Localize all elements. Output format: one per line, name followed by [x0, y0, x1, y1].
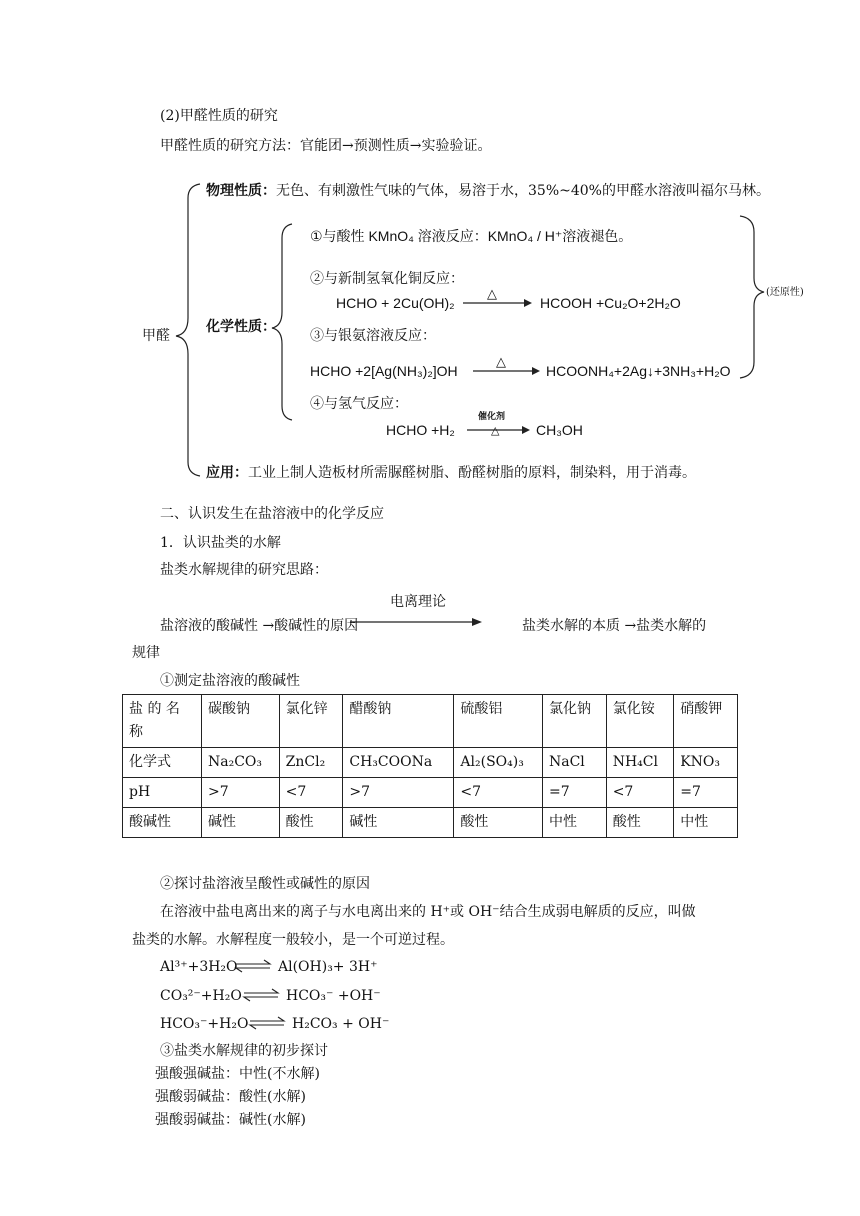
table-cell: 氯化锌	[279, 695, 343, 748]
flow-left: 盐溶液的酸碱性 →酸碱性的原因	[160, 618, 359, 634]
step-3: ③盐类水解规律的初步探讨	[160, 1043, 328, 1059]
step-1: ①测定盐溶液的酸碱性	[160, 673, 300, 689]
table-cell: <7	[454, 778, 543, 808]
table-cell: NH₄Cl	[606, 748, 674, 778]
section-heading: (2)甲醛性质的研究	[160, 108, 278, 124]
main-brace	[176, 184, 200, 476]
chem-item-1: ①与酸性 KMnO₄ 溶液反应：KMnO₄ / H⁺溶液褪色。	[310, 228, 633, 244]
step-2: ②探讨盐溶液呈酸性或碱性的原因	[160, 876, 370, 892]
equation-3-right: H₂CO₃ + OH⁻	[292, 1016, 390, 1032]
table-cell: <7	[606, 778, 674, 808]
row-header: 酸碱性	[123, 808, 202, 838]
table-row	[123, 808, 738, 838]
table-cell: 硫酸铝	[454, 695, 543, 748]
table-cell: 酸性	[606, 808, 674, 838]
definition-line-1: 在溶液中盐电离出来的离子与水电离出来的 H⁺或 OH⁻结合生成弱电解质的反应，叫做	[160, 904, 696, 920]
table-cell: 酸性	[279, 808, 343, 838]
flow-right: 盐类水解的本质 →盐类水解的	[522, 618, 707, 634]
table-row	[123, 778, 738, 808]
chem-item-3-left: HCHO +2[Ag(NH₃)₂]OH	[310, 363, 458, 379]
rule-3: 强酸弱碱盐：碱性(水解)	[155, 1112, 306, 1128]
equation-2-right: HCO₃⁻ +OH⁻	[286, 988, 381, 1004]
table-cell: 碱性	[343, 808, 454, 838]
heat-symbol: △	[491, 425, 500, 437]
table-cell: <7	[279, 778, 343, 808]
table-cell: =7	[674, 778, 738, 808]
chem-item-4-left: HCHO +H₂	[386, 422, 455, 438]
chem-item-2-left: HCHO + 2Cu(OH)₂	[336, 295, 455, 311]
row-header: pH	[123, 778, 202, 808]
chem-item-3-right: HCOONH₄+2Ag↓+3NH₃+H₂O	[546, 363, 731, 379]
table-row	[123, 748, 738, 778]
chem-item-4-right: CH₃OH	[536, 422, 583, 438]
chem-item-4-title: ④与氢气反应：	[310, 396, 408, 412]
chem-item-2-title: ②与新制氢氧化铜反应：	[310, 271, 464, 287]
table-cell: Al₂(SO₄)₃	[454, 748, 543, 778]
application-label: 应用：	[206, 464, 248, 480]
table-cell: Na₂CO₃	[202, 748, 280, 778]
salt-table	[122, 694, 738, 838]
equation-1-right: Al(OH)₃+ 3H⁺	[278, 959, 378, 975]
table-cell: 中性	[542, 808, 606, 838]
table-cell: 碳酸钠	[202, 695, 280, 748]
table-cell: >7	[202, 778, 280, 808]
reducing-note: (还原性)	[766, 287, 804, 298]
table-cell: 碱性	[202, 808, 280, 838]
table-cell: >7	[343, 778, 454, 808]
equation-2-left: CO₃²⁻+H₂O	[160, 988, 242, 1004]
table-cell: 硝酸钾	[674, 695, 738, 748]
table-cell: 氯化钠	[542, 695, 606, 748]
research-idea-title: 盐类水解规律的研究思路：	[160, 562, 328, 578]
application-text: 工业上制人造板材所需脲醛树脂、酚醛树脂的原料，制染料，用于消毒。	[248, 465, 696, 481]
equation-1-left: Al³⁺+3H₂O	[160, 959, 238, 975]
chem-item-3-title: ③与银氨溶液反应：	[310, 328, 436, 344]
physical-text: 无色、有刺激性气味的气体，易溶于水，35%~40%的甲醛水溶液叫福尔马林。	[276, 183, 770, 199]
catalyst-label: 催化剂	[478, 411, 506, 421]
rule-1: 强酸强碱盐：中性(不水解)	[155, 1066, 320, 1082]
root-label: 甲醛	[142, 328, 170, 344]
table-cell: 氯化铵	[606, 695, 674, 748]
table-cell: NaCl	[542, 748, 606, 778]
physical-properties	[206, 182, 770, 200]
definition-line-2: 盐类的水解。水解程度一般较小，是一个可逆过程。	[132, 932, 454, 948]
equation-3-left: HCO₃⁻+H₂O	[160, 1016, 249, 1032]
research-method: 甲醛性质的研究方法：官能团→预测性质→实验验证。	[160, 138, 492, 154]
flow-wrap: 规律	[132, 645, 160, 661]
table-cell: =7	[542, 778, 606, 808]
part-heading: 二、认识发生在盐溶液中的化学反应	[160, 506, 384, 522]
physical-label: 物理性质：	[206, 182, 276, 198]
chemical-label: 化学性质：	[206, 318, 276, 334]
subsection-heading: 1．认识盐类的水解	[160, 535, 281, 551]
chem-item-2-right: HCOOH +Cu₂O+2H₂O	[540, 295, 681, 311]
equilibrium-arrow-1	[236, 960, 270, 972]
table-cell: 酸性	[454, 808, 543, 838]
equilibrium-arrow-3	[250, 1017, 284, 1029]
rule-2: 强酸弱碱盐：酸性(水解)	[155, 1089, 306, 1105]
equilibrium-arrow-2	[244, 989, 278, 1001]
table-cell: CH₃COONa	[343, 748, 454, 778]
table-cell: KNO₃	[674, 748, 738, 778]
table-cell: 中性	[674, 808, 738, 838]
heat-symbol: △	[496, 354, 506, 369]
reducing-brace	[740, 216, 764, 378]
row-header: 化学式	[123, 748, 202, 778]
table-cell: 醋酸钠	[343, 695, 454, 748]
arrow-label: 电离理论	[390, 594, 446, 610]
heat-symbol: △	[487, 286, 497, 301]
row-header: 盐 的 名 称	[123, 695, 202, 748]
application	[206, 464, 696, 482]
table-row	[123, 695, 738, 748]
table-cell: ZnCl₂	[279, 748, 343, 778]
